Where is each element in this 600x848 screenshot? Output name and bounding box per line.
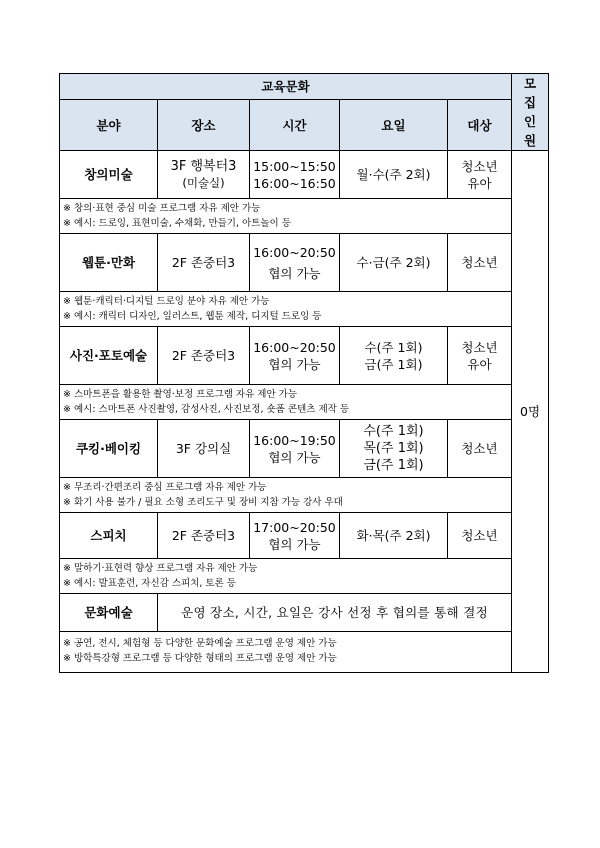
program-place xyxy=(158,513,250,559)
day-line: 금(주 1회) xyxy=(363,458,424,473)
place-line: 2F 존중터3 xyxy=(171,255,236,270)
notes-row xyxy=(60,292,549,327)
time-line: 16:00~19:50 xyxy=(253,432,336,448)
place-line: 3F 강의실 xyxy=(175,441,232,456)
time-line: 16:00~20:50 xyxy=(253,244,336,260)
notes-row xyxy=(60,199,549,234)
program-day xyxy=(340,513,448,559)
note-line: ※ 웹툰·캐릭터·디지털 드로잉 분야 자유 제안 가능 xyxy=(63,296,270,307)
program-target xyxy=(448,327,512,385)
program-time xyxy=(250,420,340,478)
program-time xyxy=(250,151,340,199)
program-name: 사진·포토예술 xyxy=(60,327,158,385)
time-line: 협의 가능 xyxy=(268,536,321,552)
program-schedule-table xyxy=(59,73,549,673)
program-target xyxy=(448,234,512,292)
target-line: 유아 xyxy=(467,356,492,372)
day-line: 수·금(주 2회) xyxy=(356,255,431,270)
header-recruit xyxy=(512,74,549,151)
note-line: ※ 예시: 캐릭터 디자인, 일러스트, 웹툰 제작, 디지털 드로잉 등 xyxy=(63,311,322,322)
time-line: 16:00~16:50 xyxy=(253,175,336,191)
header-recruit-text: 모집 인원 xyxy=(523,76,537,148)
time-line: 17:00~20:50 xyxy=(253,519,336,535)
program-day xyxy=(340,420,448,478)
note-line: ※ 예시: 스마트폰 사진촬영, 감성사진, 사진보정, 숏폼 콘텐츠 제작 등 xyxy=(63,404,350,415)
table-row xyxy=(60,327,549,385)
table-row xyxy=(60,420,549,478)
program-time xyxy=(250,513,340,559)
note-line: ※ 예시: 드로잉, 표현미술, 수채화, 만들기, 아트놀이 등 xyxy=(63,218,291,229)
program-notes xyxy=(60,292,512,327)
notes-row xyxy=(60,478,549,513)
time-line: 협의 가능 xyxy=(268,356,321,372)
time-line: 15:00~15:50 xyxy=(253,158,336,174)
target-line: 청소년 xyxy=(461,255,498,270)
place-line: (미술실) xyxy=(182,175,225,190)
note-line: ※ 창의·표현 중심 미술 프로그램 자유 제안 가능 xyxy=(63,203,261,214)
day-line: 수(주 1회) xyxy=(364,339,423,355)
target-line: 청소년 xyxy=(461,158,498,174)
notes-row xyxy=(60,385,549,420)
program-target xyxy=(448,513,512,559)
program-time xyxy=(250,327,340,385)
program-name: 웹툰·만화 xyxy=(60,234,158,292)
target-line: 청소년 xyxy=(461,441,498,456)
day-line: 월·수(주 2회) xyxy=(356,167,431,182)
header-time: 시간 xyxy=(250,100,340,151)
table-row xyxy=(60,513,549,559)
program-day xyxy=(340,151,448,199)
note-line: ※ 스마트폰을 활용한 촬영·보정 프로그램 자유 제안 가능 xyxy=(63,389,298,400)
header-field: 분야 xyxy=(60,100,158,151)
time-line: 16:00~20:50 xyxy=(253,339,336,355)
place-line: 2F 존중터3 xyxy=(171,528,236,543)
recruit-count: 0명 xyxy=(512,151,549,673)
day-line: 금(주 1회) xyxy=(364,356,423,372)
program-name: 스피치 xyxy=(60,513,158,559)
program-place xyxy=(158,234,250,292)
program-notes xyxy=(60,632,512,673)
day-line: 목(주 1회) xyxy=(363,441,424,456)
program-target xyxy=(448,420,512,478)
program-notes xyxy=(60,559,512,594)
program-notes xyxy=(60,478,512,513)
notes-row xyxy=(60,632,549,673)
day-line: 수(주 1회) xyxy=(363,424,424,439)
program-notes xyxy=(60,385,512,420)
notes-row xyxy=(60,559,549,594)
program-place xyxy=(158,151,250,199)
program-name: 문화예술 xyxy=(60,594,158,632)
note-line: ※ 예시: 발표훈련, 자신감 스피치, 토론 등 xyxy=(63,578,236,589)
program-place xyxy=(158,327,250,385)
program-day xyxy=(340,327,448,385)
program-name: 창의미술 xyxy=(60,151,158,199)
header-day: 요일 xyxy=(340,100,448,151)
table-row xyxy=(60,151,549,199)
program-time xyxy=(250,234,340,292)
day-line: 화·목(주 2회) xyxy=(356,528,431,543)
table-row xyxy=(60,594,549,632)
target-line: 청소년 xyxy=(461,528,498,543)
note-line: ※ 무조리·간편조리 중심 프로그램 자유 제안 가능 xyxy=(63,482,267,493)
note-line: ※ 방학특강형 프로그램 등 다양한 형태의 프로그램 운영 제안 가능 xyxy=(63,653,337,664)
time-line: 협의 가능 xyxy=(268,449,321,465)
note-line: ※ 말하기·표현력 향상 프로그램 자유 제안 가능 xyxy=(63,563,258,574)
header-place: 장소 xyxy=(158,100,250,151)
target-line: 유아 xyxy=(467,175,492,191)
place-line: 2F 존중터3 xyxy=(171,348,236,363)
header-target: 대상 xyxy=(448,100,512,151)
place-line: 3F 행복터3 xyxy=(170,158,237,174)
program-place xyxy=(158,420,250,478)
table-title: 교육문화 xyxy=(60,74,512,100)
table-row xyxy=(60,234,549,292)
target-line: 청소년 xyxy=(461,339,498,355)
time-line: 협의 가능 xyxy=(268,265,321,281)
program-name: 쿠킹·베이킹 xyxy=(60,420,158,478)
culture-description: 운영 장소, 시간, 요일은 강사 선정 후 협의를 통해 결정 xyxy=(158,594,512,632)
program-target xyxy=(448,151,512,199)
note-line: ※ 화기 사용 불가 / 필요 소형 조리도구 및 장비 지참 가능 강사 우대 xyxy=(63,497,343,508)
program-notes xyxy=(60,199,512,234)
note-line: ※ 공연, 전시, 체험형 등 다양한 문화예술 프로그램 운영 제안 가능 xyxy=(63,638,337,649)
program-day xyxy=(340,234,448,292)
